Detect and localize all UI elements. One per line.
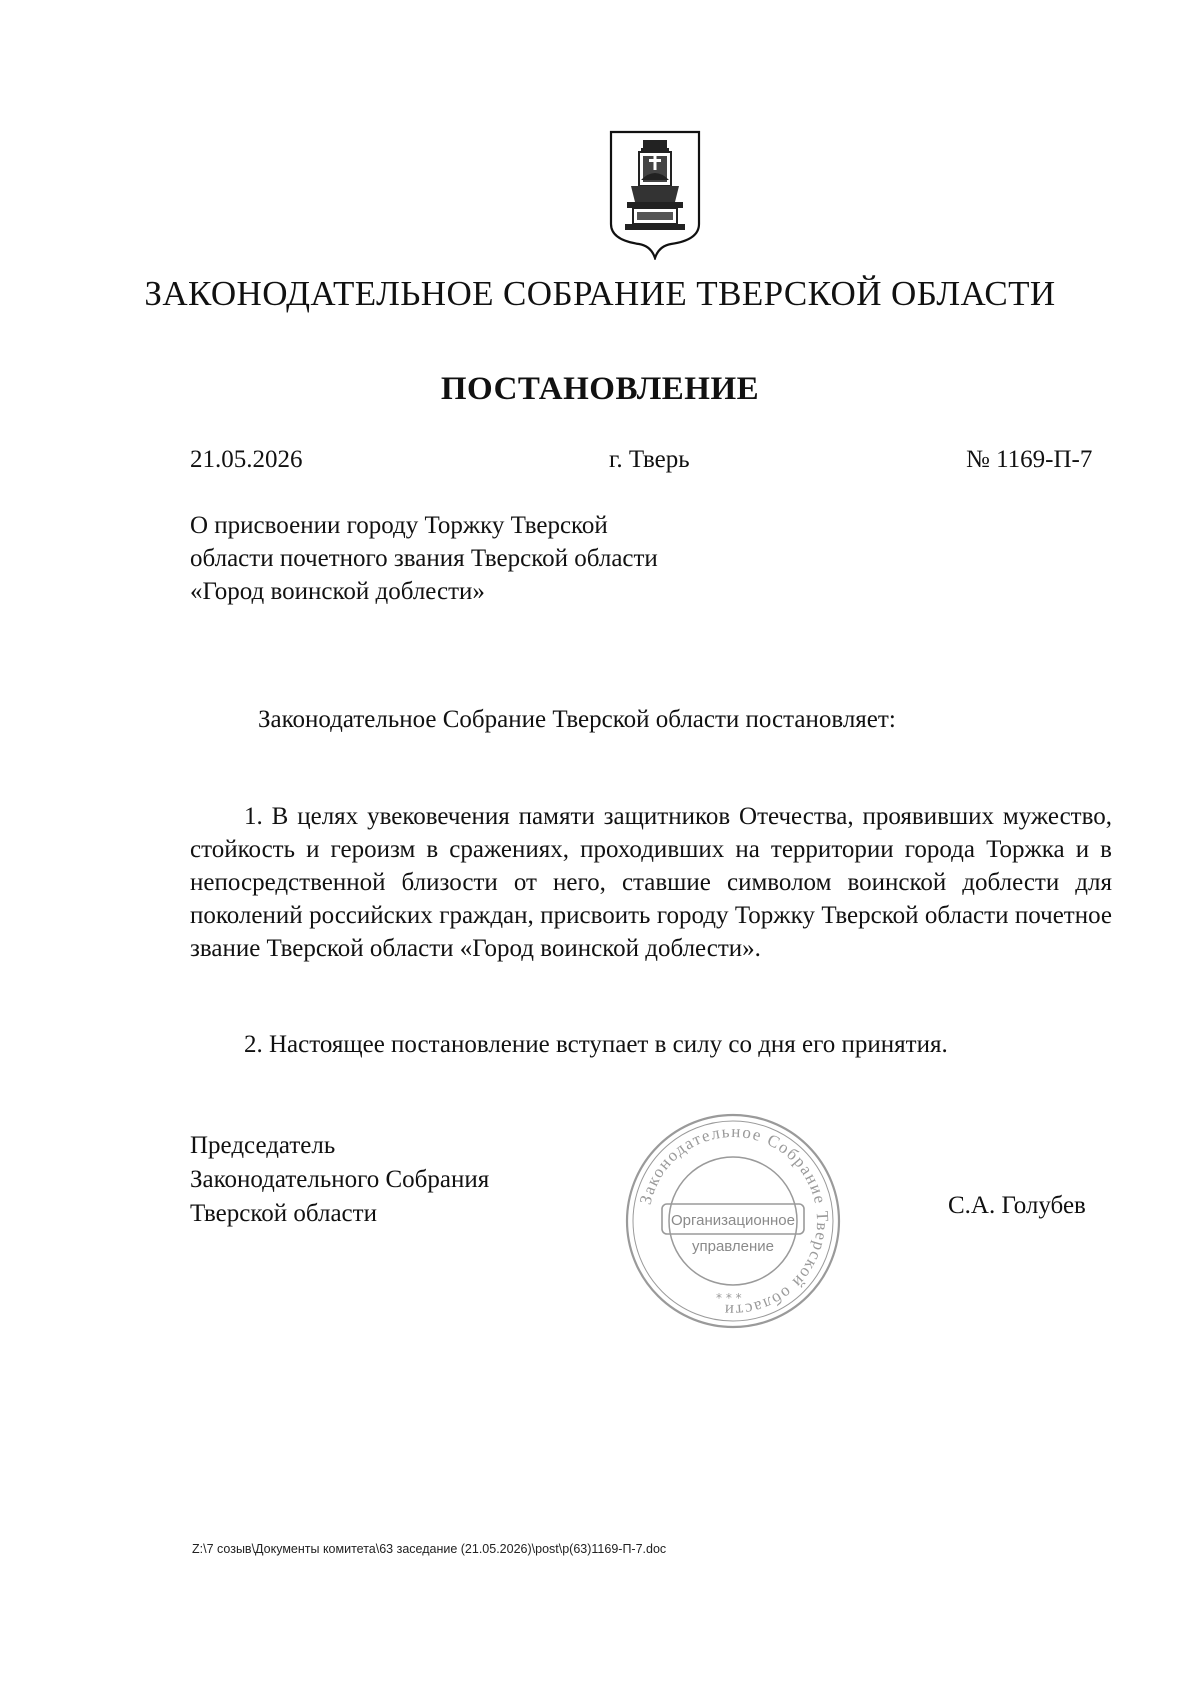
- signer-position: [190, 1129, 489, 1231]
- svg-text:* * *: * * *: [716, 1291, 742, 1305]
- document-place: г. Тверь: [609, 446, 690, 473]
- document-subject: [190, 509, 658, 608]
- file-path-footer: Z:\7 созыв\Документы комитета\63 заседание (21.05.2026)\post\p(63)1169-П-7.doc: [192, 1542, 667, 1556]
- stamp-ring-text: Законодательное Собрание Тверской области: [635, 1121, 833, 1321]
- document-type-heading: ПОСТАНОВЛЕНИЕ: [440, 371, 760, 407]
- document-number: № 1169-П-7: [966, 446, 1093, 473]
- paragraph-1: 1. В целях увековечения памяти защитников Отечества, проявивших мужество, стойкость и героизм в сражениях, проходивших на территории города Торжка и в непосредственной близости от него, ставшие символом воинской доблести для поколений российских граждан, присвоить городу Торжку Тверской области почетное звание Тверской области «Город воинской доблести».: [190, 803, 1112, 962]
- document-date: 21.05.2026: [190, 446, 303, 473]
- subject-line: области почетного звания Тверской области: [190, 545, 658, 572]
- signer-position-line: Тверской области: [190, 1200, 377, 1227]
- signer-name: С.А. Голубев: [948, 1192, 1086, 1219]
- signer-position-line: Председатель: [190, 1132, 336, 1159]
- subject-line: О присвоении городу Торжку Тверской: [190, 512, 608, 539]
- coat-of-arms-icon: [605, 128, 705, 260]
- stamp-center-line-1: Организационное: [671, 1212, 795, 1229]
- stamp-center-line-2: управление: [691, 1238, 775, 1255]
- signer-position-line: Законодательного Собрания: [190, 1166, 490, 1193]
- organization-title: ЗАКОНОДАТЕЛЬНОЕ СОБРАНИЕ ТВЕРСКОЙ ОБЛАСТИ: [144, 274, 1056, 313]
- paragraph-2: 2. Настоящее постановление вступает в силу со дня его принятия.: [244, 1031, 948, 1058]
- official-stamp: [622, 1110, 844, 1332]
- subject-line: «Город воинской доблести»: [190, 578, 485, 605]
- preamble: Законодательное Собрание Тверской области постановляет:: [258, 706, 896, 733]
